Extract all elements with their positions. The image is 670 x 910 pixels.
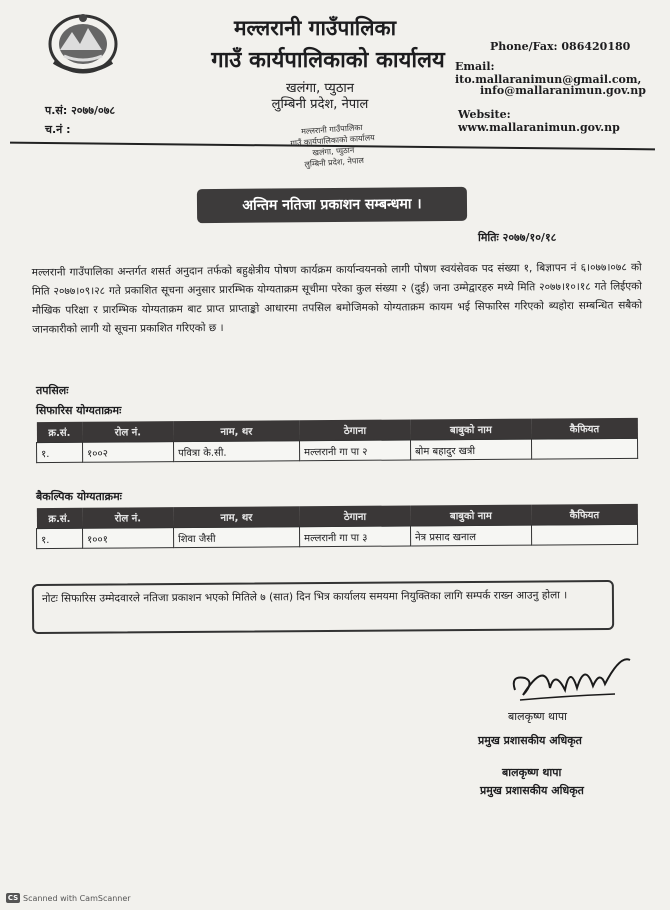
recommended-table	[36, 418, 638, 463]
office-title: गाउँ कार्यपालिकाको कार्यालय	[211, 48, 445, 73]
phone-fax: Phone/Fax: 086420180	[490, 40, 631, 53]
table-row: १. १००२ पवित्रा के.सी. मल्लरानी गा पा २ बोम बहादुर खत्री	[37, 438, 638, 462]
office-location: खलंगा, प्युठान	[286, 81, 354, 96]
camscanner-logo-icon: CS	[7, 894, 19, 902]
website: Website: www.mallaranimun.gov.np	[458, 108, 620, 134]
signatory-role-handwritten: प्रमुख प्रशासकीय अधिकृत	[478, 734, 582, 747]
alternate-label: बैकल्पिक योग्यताक्रमः	[36, 490, 122, 503]
alternate-table	[36, 504, 638, 549]
col-name: नाम, थर	[173, 420, 299, 441]
notice-date: मितिः २०७७/१०/१८	[478, 231, 557, 244]
col-father: बाबुको नाम	[410, 505, 531, 526]
col-father: बाबुको नाम	[410, 419, 531, 440]
signature-icon	[505, 650, 635, 710]
notice-body: मल्लरानी गाउँपालिका अन्तर्गत शसर्त अनुदान तर्फको बहुक्षेत्रीय पोषण कार्यक्रम कार्यान्वयनको लागी पोषण स्वयंसेवक पद संख्या १, बिज्ञापन नं ६।०७७।०७८ को मिति २०७७।०९।२८ गते प्रकाशित सूचना अनुसार प्रारम्भिक योग्यताक्रम सूचीमा परेका कुल संख्या २ (दुई) जना उम्मेद्वारहरु मध्ये मिति २०७७।१०।१८ गते लिईएको मौखिक परिक्षा र प्रारम्भिक योग्यताक्रम बाट प्राप्त प्राप्ताङ्को आधारमा तपसिल बमोजिमको योग्यताक्रम कायम भई सिफारिस गरिएको ब्यहोरा सम्बन्धित सबैको जानकारीको लागी यो सूचना प्रकाशित गरिएको छ ।	[31, 261, 643, 336]
signatory-name: बालकृष्ण थापा	[502, 766, 562, 779]
recommended-label: सिफारिस योग्यताक्रमः	[36, 404, 122, 417]
note-box: नोटः सिफारिस उम्मेदवारले नतिजा प्रकाशन भएको मितिले ७ (सात) दिन भित्र कार्यालय समयमा नियुक्तिका लागि सम्पर्क राख्न आउनु होला ।	[32, 580, 614, 634]
col-address: ठेगाना	[299, 505, 410, 526]
col-address: ठेगाना	[299, 419, 410, 440]
letter-number: प.सं: २०७७/०७८	[45, 104, 116, 117]
col-remarks: कैफियत	[531, 418, 637, 439]
notice-title: अन्तिम नतिजा प्रकाशन सम्बन्धमा ।	[197, 187, 467, 223]
tapsil-label: तपसिलः	[36, 384, 69, 397]
scanner-watermark: CS Scanned with CamScanner	[7, 893, 131, 903]
email-secondary: info@mallaranimun.gov.np	[480, 84, 646, 97]
signatory-role: प्रमुख प्रशासकीय अधिकृत	[480, 784, 584, 797]
col-roll: रोल नं.	[82, 507, 173, 528]
col-remarks: कैफियत	[531, 504, 637, 525]
nepal-emblem-icon	[46, 10, 120, 76]
col-roll: रोल नं.	[82, 421, 173, 442]
dispatch-number: च.नं :	[45, 123, 71, 136]
table-row: १. १००१ शिवा जैसी मल्लरानी गा पा ३ नेत्र प्रसाद खनाल	[37, 524, 638, 548]
col-sn: क्र.सं.	[36, 508, 82, 529]
col-sn: क्र.सं.	[36, 422, 82, 443]
office-name: मल्लरानी गाउँपालिका	[233, 16, 397, 40]
signatory-name-handwritten: बालकृष्ण थापा	[508, 710, 568, 723]
col-name: नाम, थर	[173, 506, 299, 527]
email-primary: Email: ito.mallaranimun@gmail.com,	[455, 60, 642, 86]
office-province: लुम्बिनी प्रदेश, नेपाल	[271, 97, 369, 112]
office-stamp: मल्लरानी गाउँपालिका गाउँ कार्यपालिकाको कार्यालय खलंगा, प्युठान लुम्बिनी प्रदेश, नेपाल	[290, 122, 376, 170]
